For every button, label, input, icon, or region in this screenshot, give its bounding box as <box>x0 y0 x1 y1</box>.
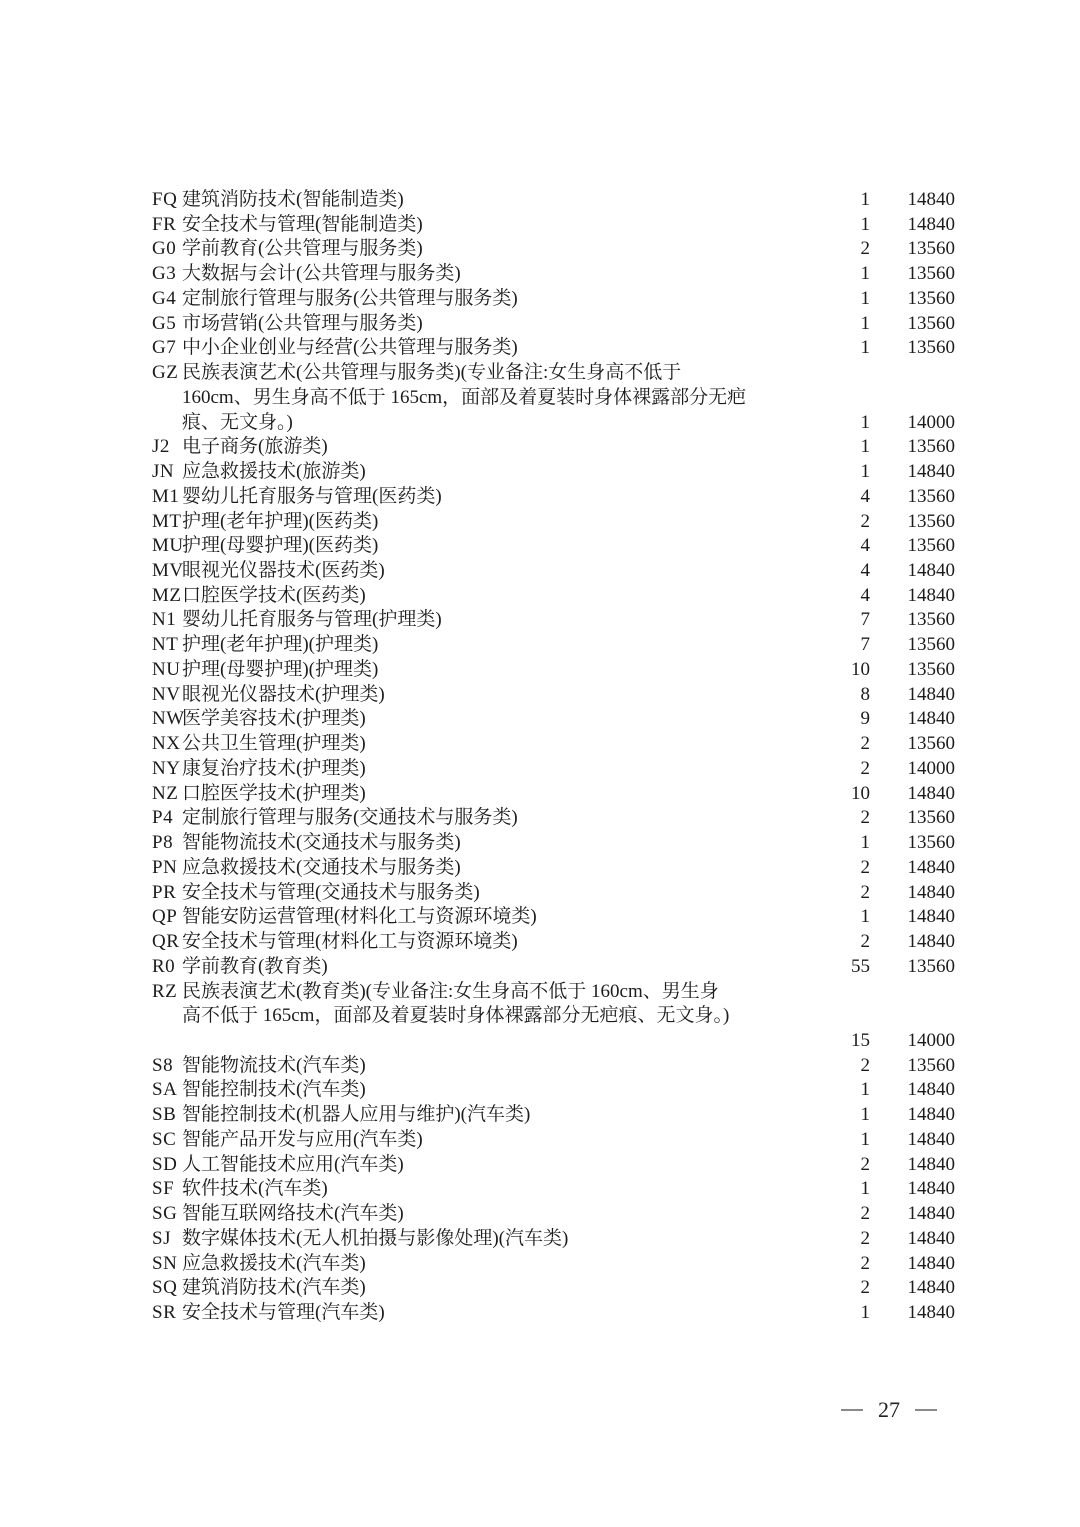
major-name: 市场营销(公共管理与服务类) <box>182 312 423 334</box>
table-row <box>152 707 955 732</box>
major-name: 建筑消防技术(汽车类) <box>182 1277 366 1299</box>
major-code: SN <box>152 1252 178 1274</box>
major-code: SD <box>152 1153 178 1175</box>
table-row <box>152 732 955 757</box>
major-name: 电子商务(旅游类) <box>182 436 328 458</box>
tuition-fee: 14840 <box>907 1079 955 1101</box>
plan-count: 2 <box>860 807 870 829</box>
table-row <box>152 1301 955 1326</box>
tuition-fee: 14840 <box>907 1153 955 1175</box>
major-code: QP <box>152 906 178 928</box>
table-row <box>152 905 955 930</box>
table-row <box>152 608 955 633</box>
major-name: 护理(老年护理)(医药类) <box>182 510 379 532</box>
table-row <box>152 510 955 535</box>
major-code: PN <box>152 856 178 878</box>
major-name: 护理(老年护理)(护理类) <box>182 634 379 656</box>
table-row <box>152 881 955 906</box>
table-row <box>152 1276 955 1301</box>
major-code: NZ <box>152 782 179 804</box>
table-row <box>152 1177 955 1202</box>
table-row <box>152 1128 955 1153</box>
plan-count: 10 <box>851 782 870 804</box>
major-code: G5 <box>152 312 177 334</box>
major-code: SF <box>152 1178 175 1200</box>
major-code: SJ <box>152 1227 171 1249</box>
major-name: 口腔医学技术(医药类) <box>182 584 366 606</box>
major-code: NT <box>152 634 179 656</box>
table-row <box>152 757 955 782</box>
major-code: G4 <box>152 287 177 309</box>
tuition-fee: 14000 <box>907 757 955 779</box>
major-name: 安全技术与管理(汽车类) <box>182 1302 385 1324</box>
plan-count: 2 <box>860 733 870 755</box>
tuition-fee: 14000 <box>907 1029 955 1051</box>
plan-count: 10 <box>851 658 870 680</box>
major-name: 安全技术与管理(交通技术与服务类) <box>182 881 480 903</box>
plan-count: 1 <box>860 337 870 359</box>
tuition-fee: 13560 <box>907 485 955 507</box>
tuition-fee: 14840 <box>907 213 955 235</box>
table-row <box>152 1153 955 1178</box>
table-row <box>152 955 955 980</box>
plan-count: 9 <box>860 708 870 730</box>
major-name: 应急救援技术(汽车类) <box>182 1252 366 1274</box>
major-code: G0 <box>152 238 177 260</box>
major-code: G7 <box>152 337 177 359</box>
major-code: JN <box>152 461 175 483</box>
major-name: 安全技术与管理(智能制造类) <box>182 213 423 235</box>
major-code: P8 <box>152 832 174 854</box>
major-code: NX <box>152 733 181 755</box>
major-name: 智能控制技术(汽车类) <box>182 1079 366 1101</box>
major-name: 民族表演艺术(公共管理与服务类)(专业备注:女生身高不低于 160cm、男生身高不低于 165cm，面部及着夏装时身体裸露部分无疤 痕、无文身。) <box>182 362 747 433</box>
table-row <box>152 1202 955 1227</box>
table-row <box>152 312 955 337</box>
plan-count: 1 <box>860 287 870 309</box>
tuition-fee: 14840 <box>907 1302 955 1324</box>
majors-table <box>152 188 955 1326</box>
table-row <box>152 559 955 584</box>
plan-count: 2 <box>860 856 870 878</box>
plan-count: 2 <box>860 931 870 953</box>
page-number <box>841 1396 937 1424</box>
table-row <box>152 658 955 683</box>
table-row <box>152 287 955 312</box>
plan-count: 1 <box>860 1178 870 1200</box>
tuition-fee: 13560 <box>907 312 955 334</box>
major-code: SC <box>152 1128 177 1150</box>
plan-count: 7 <box>860 609 870 631</box>
plan-count: 2 <box>860 1252 870 1274</box>
plan-count: 2 <box>860 1203 870 1225</box>
major-code: RZ <box>152 980 178 1002</box>
major-name: 眼视光仪器技术(护理类) <box>182 683 385 705</box>
tuition-fee: 14840 <box>907 1178 955 1200</box>
major-name: 智能物流技术(汽车类) <box>182 1054 366 1076</box>
plan-count: 4 <box>860 584 870 606</box>
plan-count: 55 <box>851 955 870 977</box>
tuition-fee: 13560 <box>907 238 955 260</box>
major-code: SG <box>152 1203 178 1225</box>
table-row <box>152 361 955 435</box>
tuition-fee: 13560 <box>907 510 955 532</box>
table-row <box>152 782 955 807</box>
major-code: NV <box>152 683 181 705</box>
plan-count: 1 <box>860 461 870 483</box>
major-name: 安全技术与管理(材料化工与资源环境类) <box>182 931 518 953</box>
table-row <box>152 213 955 238</box>
major-code: P4 <box>152 807 174 829</box>
table-row <box>152 1078 955 1103</box>
major-name: 定制旅行管理与服务(交通技术与服务类) <box>182 807 518 829</box>
table-row <box>152 633 955 658</box>
tuition-fee: 14840 <box>907 906 955 928</box>
major-code: SB <box>152 1104 177 1126</box>
major-name: 软件技术(汽车类) <box>182 1178 328 1200</box>
major-name: 康复治疗技术(护理类) <box>182 757 366 779</box>
tuition-fee: 14840 <box>907 708 955 730</box>
major-name: 学前教育(公共管理与服务类) <box>182 238 423 260</box>
major-code: FQ <box>152 189 178 210</box>
major-code: NU <box>152 658 181 680</box>
tuition-fee: 13560 <box>907 733 955 755</box>
table-row <box>152 435 955 460</box>
major-name: 应急救援技术(旅游类) <box>182 461 366 483</box>
tuition-fee: 13560 <box>907 658 955 680</box>
major-code: QR <box>152 931 180 953</box>
page-number-right-dash <box>915 1409 937 1411</box>
major-code: NY <box>152 757 181 779</box>
tuition-fee: 14840 <box>907 1252 955 1274</box>
table-row <box>152 237 955 262</box>
tuition-fee: 13560 <box>907 634 955 656</box>
tuition-fee: 13560 <box>907 337 955 359</box>
tuition-fee: 13560 <box>907 263 955 285</box>
table-row <box>152 584 955 609</box>
plan-count: 1 <box>860 411 870 433</box>
major-code: FR <box>152 213 177 235</box>
tuition-fee: 14840 <box>907 189 955 210</box>
major-name: 人工智能技术应用(汽车类) <box>182 1153 404 1175</box>
major-code: M1 <box>152 485 180 507</box>
plan-count: 1 <box>860 1302 870 1324</box>
plan-count: 1 <box>860 1104 870 1126</box>
tuition-fee: 14840 <box>907 782 955 804</box>
major-name: 眼视光仪器技术(医药类) <box>182 560 385 582</box>
major-code: N1 <box>152 609 177 631</box>
tuition-fee: 14840 <box>907 1104 955 1126</box>
plan-count: 4 <box>860 485 870 507</box>
major-name: 民族表演艺术(教育类)(专业备注:女生身高不低于 160cm、男生身 高不低于 165cm，面部及着夏装时身体裸露部分无疤痕、无文身。) <box>182 980 730 1027</box>
major-code: SA <box>152 1079 178 1101</box>
plan-count: 2 <box>860 1054 870 1076</box>
tuition-fee: 13560 <box>907 287 955 309</box>
tuition-fee: 14840 <box>907 461 955 483</box>
major-code: S8 <box>152 1054 174 1076</box>
table-row <box>152 806 955 831</box>
tuition-fee: 14840 <box>907 683 955 705</box>
major-name: 学前教育(教育类) <box>182 955 328 977</box>
major-code: MZ <box>152 584 182 606</box>
major-name: 智能互联网络技术(汽车类) <box>182 1203 404 1225</box>
major-code: J2 <box>152 436 170 458</box>
major-name: 护理(母婴护理)(护理类) <box>182 658 379 680</box>
table-row <box>152 1103 955 1128</box>
table-row <box>152 485 955 510</box>
major-code: G3 <box>152 263 177 285</box>
major-name: 数字媒体技术(无人机拍摄与影像处理)(汽车类) <box>182 1227 569 1249</box>
plan-count: 1 <box>860 832 870 854</box>
major-name: 婴幼儿托育服务与管理(护理类) <box>182 609 442 631</box>
tuition-fee: 14840 <box>907 560 955 582</box>
table-row <box>152 460 955 485</box>
plan-count: 2 <box>860 881 870 903</box>
plan-count: 1 <box>860 1079 870 1101</box>
page-number-value: 27 <box>878 1397 900 1422</box>
table-row <box>152 980 955 1054</box>
major-name: 智能安防运营管理(材料化工与资源环境类) <box>182 906 537 928</box>
plan-count: 7 <box>860 634 870 656</box>
major-name: 婴幼儿托育服务与管理(医药类) <box>182 485 442 507</box>
plan-count: 4 <box>860 560 870 582</box>
table-row <box>152 1054 955 1079</box>
plan-count: 15 <box>851 1029 870 1051</box>
plan-count: 1 <box>860 1128 870 1150</box>
major-code: MT <box>152 510 182 532</box>
tuition-fee: 13560 <box>907 955 955 977</box>
major-name: 智能物流技术(交通技术与服务类) <box>182 832 461 854</box>
plan-count: 1 <box>860 906 870 928</box>
table-row <box>152 534 955 559</box>
major-code: SQ <box>152 1277 178 1299</box>
tuition-fee: 14000 <box>907 411 955 433</box>
major-name: 定制旅行管理与服务(公共管理与服务类) <box>182 287 518 309</box>
plan-count: 2 <box>860 238 870 260</box>
plan-count: 1 <box>860 213 870 235</box>
major-code: R0 <box>152 955 176 977</box>
tuition-fee: 13560 <box>907 436 955 458</box>
table-row <box>152 831 955 856</box>
tuition-fee: 13560 <box>907 609 955 631</box>
table-row <box>152 1252 955 1277</box>
plan-count: 8 <box>860 683 870 705</box>
plan-count: 2 <box>860 757 870 779</box>
tuition-fee: 14840 <box>907 1128 955 1150</box>
major-code: SR <box>152 1302 177 1324</box>
table-row <box>152 188 955 213</box>
plan-count: 4 <box>860 535 870 557</box>
major-code: PR <box>152 881 177 903</box>
table-row <box>152 1227 955 1252</box>
page-number-left-dash <box>841 1409 863 1411</box>
plan-count: 2 <box>860 1153 870 1175</box>
major-code: MV <box>152 560 184 582</box>
major-name: 应急救援技术(交通技术与服务类) <box>182 856 461 878</box>
table-row <box>152 336 955 361</box>
major-name: 口腔医学技术(护理类) <box>182 782 366 804</box>
tuition-fee: 14840 <box>907 931 955 953</box>
plan-count: 1 <box>860 436 870 458</box>
tuition-fee: 13560 <box>907 807 955 829</box>
table-row <box>152 683 955 708</box>
tuition-fee: 14840 <box>907 881 955 903</box>
major-name: 医学美容技术(护理类) <box>182 708 366 730</box>
plan-count: 2 <box>860 1227 870 1249</box>
major-code: GZ <box>152 362 179 384</box>
tuition-fee: 13560 <box>907 832 955 854</box>
plan-count: 2 <box>860 1277 870 1299</box>
major-name: 公共卫生管理(护理类) <box>182 733 366 755</box>
major-name: 护理(母婴护理)(医药类) <box>182 535 379 557</box>
major-code: NW <box>152 708 185 730</box>
major-code: MU <box>152 535 184 557</box>
plan-count: 1 <box>860 189 870 210</box>
major-name: 建筑消防技术(智能制造类) <box>182 189 404 210</box>
tuition-fee: 14840 <box>907 1277 955 1299</box>
plan-count: 1 <box>860 263 870 285</box>
plan-count: 2 <box>860 510 870 532</box>
tuition-fee: 13560 <box>907 535 955 557</box>
tuition-fee: 14840 <box>907 856 955 878</box>
tuition-fee: 14840 <box>907 1203 955 1225</box>
tuition-fee: 14840 <box>907 584 955 606</box>
major-name: 智能产品开发与应用(汽车类) <box>182 1128 423 1150</box>
table-row <box>152 262 955 287</box>
plan-count: 1 <box>860 312 870 334</box>
major-name: 智能控制技术(机器人应用与维护)(汽车类) <box>182 1104 531 1126</box>
tuition-fee: 14840 <box>907 1227 955 1249</box>
major-name: 中小企业创业与经营(公共管理与服务类) <box>182 337 518 359</box>
major-name: 大数据与会计(公共管理与服务类) <box>182 263 461 285</box>
tuition-fee: 13560 <box>907 1054 955 1076</box>
table-row <box>152 856 955 881</box>
table-row <box>152 930 955 955</box>
